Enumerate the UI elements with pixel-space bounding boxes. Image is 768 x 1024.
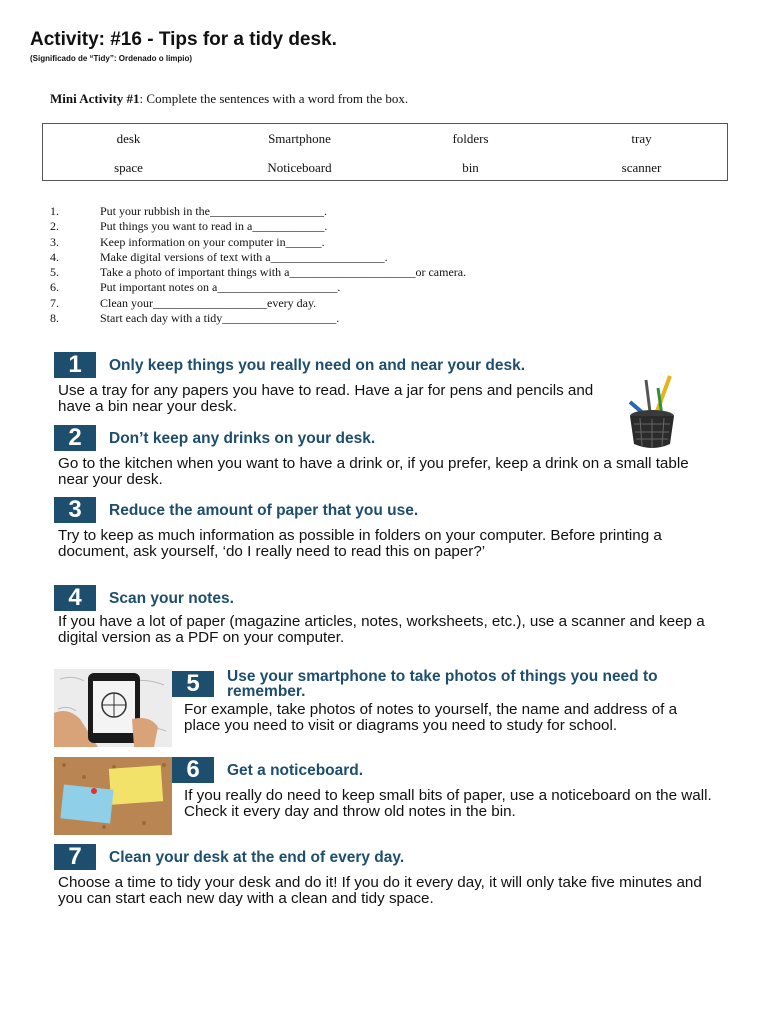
- tip-5-header: [172, 669, 667, 699]
- sentence-item: [50, 219, 650, 234]
- sentence-item: [50, 311, 650, 326]
- tip-body: If you really do need to keep small bits of paper, use a noticeboard on the wall. Check it every day and throw old notes in the bin.: [184, 787, 712, 820]
- sentence-item: [50, 235, 650, 250]
- sentence-number: 1.: [50, 204, 59, 218]
- word-item: space: [114, 159, 143, 175]
- sentence-text: Keep information on your computer in______.: [100, 234, 325, 249]
- noticeboard-icon: [54, 757, 172, 835]
- sentence-number: 3.: [50, 234, 59, 249]
- word-item: bin: [462, 159, 479, 175]
- tip-number: 3: [54, 497, 96, 523]
- tip-number: 4: [54, 585, 96, 611]
- sentence-number: 7.: [50, 295, 59, 310]
- word-item: folders: [452, 130, 489, 146]
- tip-body: If you have a lot of paper (magazine articles, notes, worksheets, etc.), use a scanner and keep a digital version as a PDF on your computer.: [58, 613, 705, 646]
- tip-3-header: [54, 497, 418, 523]
- tip-1-header: [54, 352, 525, 378]
- tip-number: 6: [172, 757, 214, 783]
- mini-activity-text: : Complete the sentences with a word from the box.: [139, 91, 409, 106]
- sentence-text: Put important notes on a____________________.: [100, 280, 341, 295]
- word-item: scanner: [621, 159, 662, 175]
- word-item: tray: [631, 130, 652, 146]
- word-item: Smartphone: [268, 130, 331, 146]
- sentence-text: Start each day with a tidy___________________.: [100, 311, 340, 326]
- page-title: Activity: #16 - Tips for a tidy desk.: [30, 29, 337, 50]
- tip-body: Try to keep as much information as possible in folders on your computer. Before printing a document, ask yourself, ‘do I really need to read this on paper?’: [58, 527, 662, 560]
- word-box: [42, 123, 728, 181]
- sentence-number: 5.: [50, 265, 59, 280]
- sentence-text: Clean your___________________every day.: [100, 295, 317, 310]
- page-subtitle: (Significado de “Tidy”: Ordenado o limpio): [30, 54, 193, 63]
- tip-2-header: [54, 425, 375, 451]
- tip-title: Scan your notes.: [109, 589, 234, 607]
- sentence-number: 6.: [50, 280, 59, 295]
- mini-activity-instruction: [50, 91, 408, 107]
- sentence-item: [50, 204, 650, 219]
- tip-6-header: [172, 757, 363, 783]
- sentence-item: [50, 250, 650, 265]
- tip-number: 5: [172, 671, 214, 697]
- sentence-text: Make digital versions of text with a___________________.: [100, 249, 388, 264]
- tip-number: 1: [54, 352, 96, 378]
- mini-activity-label: Mini Activity #1: [50, 91, 140, 106]
- tip-body: For example, take photos of notes to yourself, the name and address of a place you need to visit or diagrams you need to study for school.: [184, 701, 678, 734]
- tip-7-header: [54, 844, 404, 870]
- sentence-item: [50, 296, 650, 311]
- sentence-text: Take a photo of important things with a_____________________or camera.: [100, 265, 467, 280]
- tip-title: Only keep things you really need on and near your desk.: [109, 356, 526, 374]
- tip-title: Don’t keep any drinks on your desk.: [109, 429, 376, 447]
- sentence-item: [50, 280, 650, 295]
- smartphone-photo-icon: [54, 669, 172, 747]
- tip-title: Get a noticeboard.: [227, 761, 364, 779]
- sentence-number: 2.: [50, 219, 59, 234]
- tip-title: Clean your desk at the end of every day.: [109, 848, 405, 866]
- word-item: desk: [116, 130, 141, 146]
- tip-number: 7: [54, 844, 96, 870]
- pen-holder-icon: [622, 374, 688, 452]
- sentence-item: [50, 265, 650, 280]
- sentence-text: Put your rubbish in the___________________.: [100, 204, 327, 218]
- tip-4-header: [54, 585, 234, 611]
- tip-body: Use a tray for any papers you have to read. Have a jar for pens and pencils and have a bin near your desk.: [58, 382, 594, 415]
- tip-body: Go to the kitchen when you want to have a drink or, if you prefer, keep a drink on a small table near your desk.: [58, 455, 689, 488]
- sentence-text: Put things you want to read in a____________.: [100, 219, 328, 234]
- tip-number: 2: [54, 425, 96, 451]
- word-item: Noticeboard: [267, 159, 332, 175]
- tip-title: Reduce the amount of paper that you use.: [109, 501, 419, 519]
- sentence-number: 4.: [50, 249, 59, 264]
- sentence-number: 8.: [50, 311, 59, 326]
- tip-body: Choose a time to tidy your desk and do it! If you do it every day, it will only take five minutes and you can start each new day with a clean and tidy space.: [58, 874, 702, 907]
- tip-title: Use your smartphone to take photos of things you need to remember.: [227, 668, 658, 700]
- sentence-list: [50, 204, 650, 326]
